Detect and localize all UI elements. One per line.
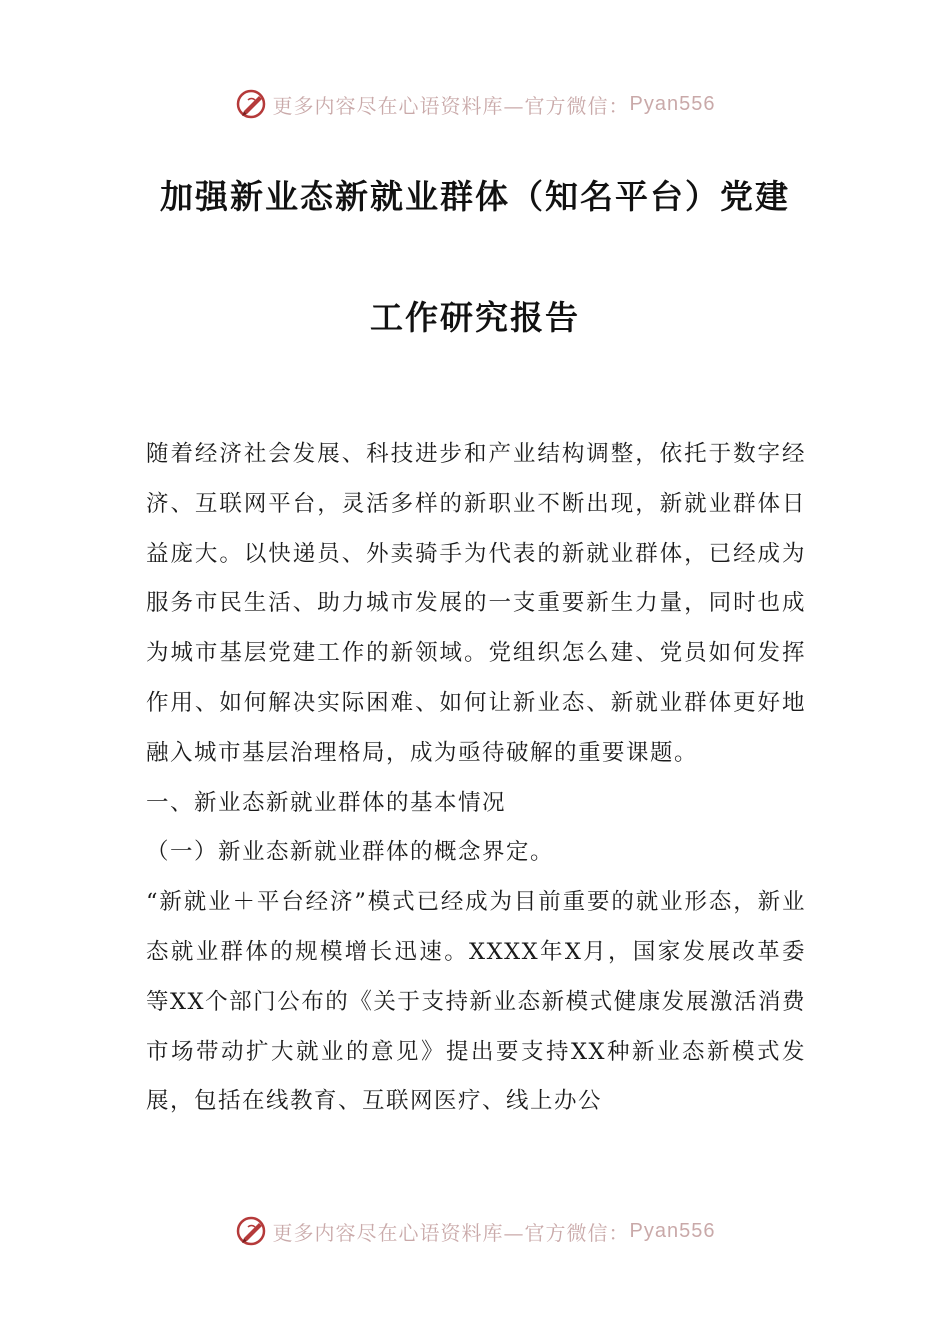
paragraph-concept: “新就业＋平台经济”模式已经成为目前重要的就业形态，新业态就业群体的规模增长迅速。XXXX年X月，国家发展改革委等XX个部门公布的《关于支持新业态新模式健康发展激活消费市场带动扩大就业的意见》提出要支持XX种新业态新模式发展，包括在线教育、互联网医疗、线上办公 — [146, 889, 806, 1115]
subsection-heading-1: （一）新业态新就业群体的概念界定。 — [146, 839, 555, 866]
document-body — [146, 430, 806, 1127]
watermark-wechat-id: Pyan556 — [629, 92, 716, 115]
pen-logo-icon — [235, 1214, 269, 1248]
watermark-wechat-id: Pyan556 — [629, 1219, 716, 1242]
document-title-line-2: 工作研究报告 — [370, 298, 580, 337]
section-heading-1: 一、新业态新就业群体的基本情况 — [146, 789, 507, 816]
watermark-text: 更多内容尽在心语资料库—官方微信： — [272, 1220, 630, 1245]
paragraph-intro: 随着经济社会发展、科技进步和产业结构调整，依托于数字经济、互联网平台，灵活多样的新职业不断出现，新就业群体日益庞大。以快递员、外卖骑手为代表的新就业群体，已经成为服务市民生活、助力城市发展的一支重要新生力量，同时也成为城市基层党建工作的新领域。党组织怎么建、党员如何发挥作用、如何解决实际困难、如何让新业态、新就业群体更好地融入城市基层治理格局，成为亟待破解的重要课题。 — [146, 441, 806, 766]
watermark-header — [0, 84, 950, 124]
watermark-text: 更多内容尽在心语资料库—官方微信： — [272, 93, 630, 118]
document-title-line-1: 加强新业态新就业群体（知名平台）党建 — [160, 177, 790, 216]
watermark-footer — [0, 1211, 950, 1251]
pen-logo-icon — [235, 87, 269, 121]
